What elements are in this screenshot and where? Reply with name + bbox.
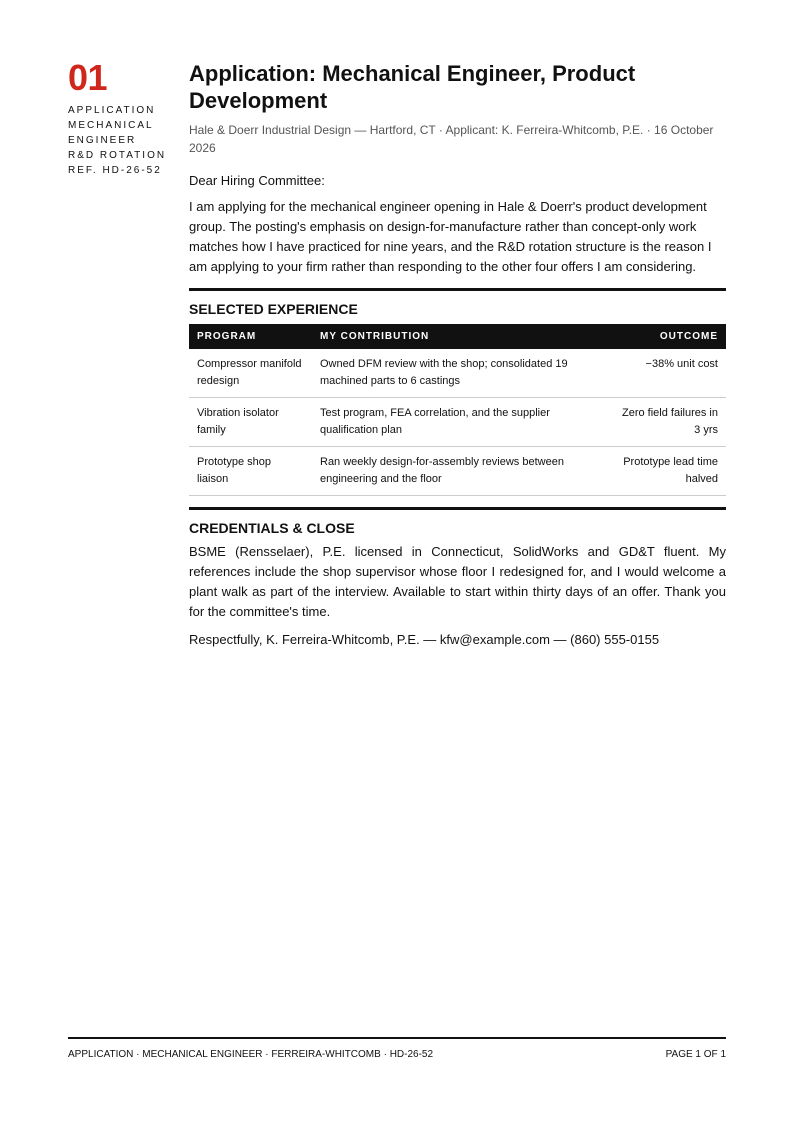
letter-body — [189, 60, 726, 650]
experience-table — [189, 324, 726, 496]
side-marker — [68, 58, 178, 178]
greeting: Dear Hiring Committee: — [189, 173, 325, 188]
intro-paragraph: I am applying for the mechanical engineer opening in Hale & Doerr's product development group. The posting's emphasis on design-for-manufacture rather than concept-only work matches how I have practiced for nine years, and the R&D rotation structure is the reason I am applying to your firm rather than responding to the other four offers I am considering. — [189, 199, 712, 274]
credentials-heading: CREDENTIALS & CLOSE — [189, 520, 355, 536]
program-cell: Vibration isolator family — [189, 398, 312, 447]
table-row — [189, 398, 726, 447]
signoff: Respectfully, K. Ferreira-Whitcomb, P.E. — kfw@example.com — (860) 555-0155 — [189, 632, 660, 647]
table-row — [189, 349, 726, 398]
section-divider — [189, 507, 726, 510]
column-header-outcome: OUTCOME — [608, 324, 726, 349]
column-header-contribution: MY CONTRIBUTION — [312, 324, 608, 349]
side-label-line: REF. HD-26-52 — [68, 165, 162, 176]
contribution-cell: Test program, FEA correlation, and the supplier qualification plan — [312, 398, 608, 447]
letter-meta: Hale & Doerr Industrial Design — Hartford, CT · Applicant: K. Ferreira-Whitcomb, P.E. · 16 October 2026 — [189, 123, 714, 155]
outcome-cell: Zero field failures in 3 yrs — [608, 398, 726, 447]
table-header-row — [189, 324, 726, 349]
side-label-line: R&D ROTATION — [68, 150, 167, 161]
page-title: Application: Mechanical Engineer, Product Development — [189, 61, 636, 113]
column-header-program: PROGRAM — [189, 324, 312, 349]
program-cell: Compressor manifold redesign — [189, 349, 312, 398]
side-label-line: MECHANICAL — [68, 120, 154, 131]
footer-reference: APPLICATION · MECHANICAL ENGINEER · FERREIRA-WHITCOMB · HD-26-52 — [68, 1049, 434, 1060]
side-labels — [68, 103, 178, 178]
section-divider — [189, 288, 726, 291]
table-row — [189, 447, 726, 496]
outcome-cell: Prototype lead time halved — [608, 447, 726, 496]
page-footer — [68, 1037, 726, 1062]
page-number: PAGE 1 OF 1 — [665, 1049, 726, 1060]
side-label-line: APPLICATION — [68, 105, 156, 116]
contribution-cell: Ran weekly design-for-assembly reviews between engineering and the floor — [312, 447, 608, 496]
credentials-paragraph: BSME (Rensselaer), P.E. licensed in Connecticut, SolidWorks and GD&T fluent. My references include the shop supervisor whose floor I redesigned for, and I would welcome a plant walk as part of the interview. Available to start within thirty days of an offer. Thank you for the committee's time. — [189, 544, 726, 619]
experience-heading: SELECTED EXPERIENCE — [189, 301, 358, 317]
side-label-line: ENGINEER — [68, 135, 137, 146]
contribution-cell: Owned DFM review with the shop; consolidated 19 machined parts to 6 castings — [312, 349, 608, 398]
program-cell: Prototype shop liaison — [189, 447, 312, 496]
outcome-cell: −38% unit cost — [608, 349, 726, 398]
section-number: 01 — [68, 57, 108, 98]
